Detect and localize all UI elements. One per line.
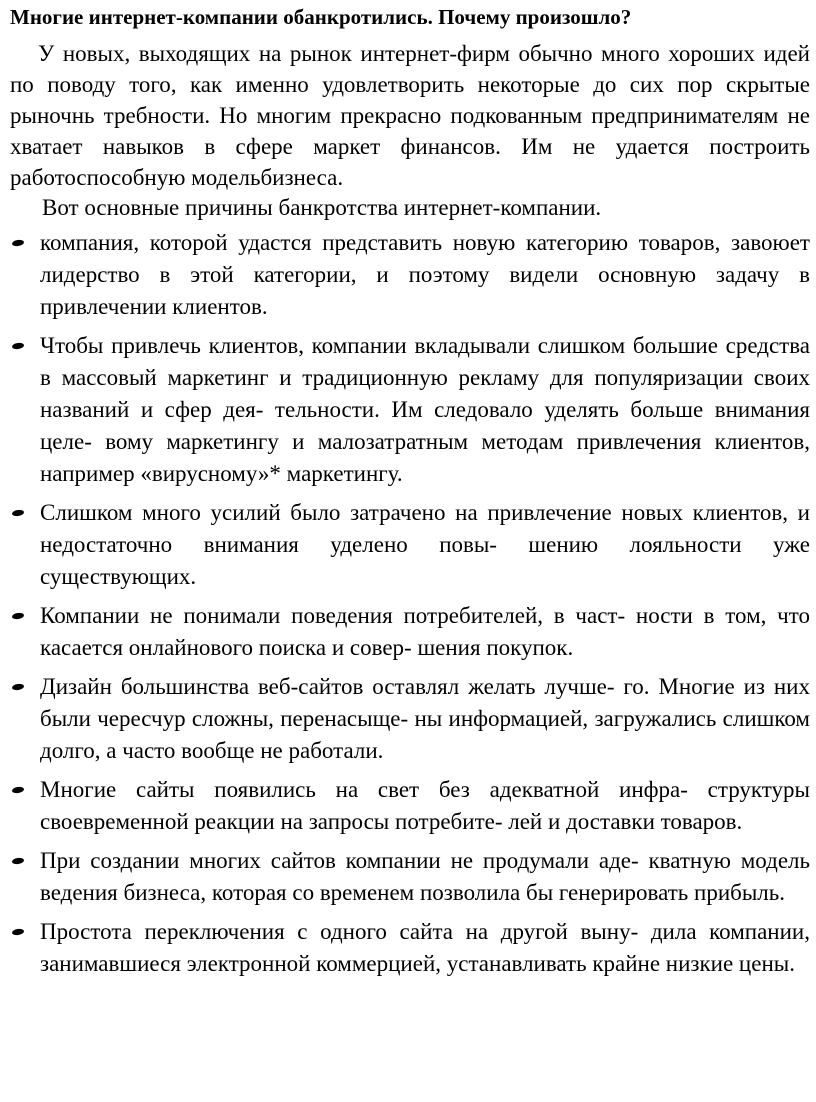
lead-sentence: Вот основные причины банкротства интернет-компании. <box>42 195 602 220</box>
list-item <box>10 671 810 767</box>
list-item-text: Простота переключения с одного сайта на другой выну- дила компании, занимавшиеся электронной коммерцией, устанавливать крайне низкие цены. <box>40 919 810 976</box>
list-item-text: Компании не понимали поведения потребителей, в част- ности в том, что касается онлайнового поиска и совер- шения покупок. <box>40 603 810 660</box>
bullet-icon <box>12 509 25 517</box>
list-item-text: Слишком много усилий было затрачено на привлечение новых клиентов, и недостаточно внимания уделено повы- шению лояльности уже существующих. <box>40 500 810 589</box>
list-item-text: компания, которой удастся представить новую категорию товаров, завоюет лидерство в этой категории, и поэтому видели основную задачу в привлечении клиентов. <box>40 230 810 319</box>
list-item <box>10 330 810 490</box>
list-item <box>10 774 810 838</box>
bullet-icon <box>12 342 25 350</box>
list-item <box>10 600 810 664</box>
reasons-list <box>10 227 810 980</box>
bullet-icon <box>12 928 25 936</box>
bullet-icon <box>12 612 25 620</box>
page-title: Многие интернет-компании обанкротились. Почему произошло? <box>10 5 632 29</box>
list-item-text: При создании многих сайтов компании не продумали аде- кватную модель ведения бизнеса, которая со временем позволила бы генерировать прибыль. <box>40 848 810 905</box>
list-item <box>10 497 810 593</box>
intro-paragraph: У новых, выходящих на рынок интернет-фирм обычно много хороших идей по поводу того, как именно удовлетворить некоторые до сих пор скрытые рыночнь требности. Но многим прекрасно подкованным предпринимателям не хватает навыков в сфере маркет финансов. Им не удается построить работоспособную модельбизнеса. <box>10 41 810 190</box>
bullet-icon <box>12 683 25 691</box>
list-item-text: Многие сайты появились на свет без адекватной инфра- структуры своевременной реакции на запросы потребите- лей и доставки товаров. <box>40 777 810 834</box>
list-item <box>10 227 810 323</box>
list-item-text: Дизайн большинства веб-сайтов оставлял желать лучше- го. Многие из них были чересчур сложны, перенасыще- ны информацией, загружались слишком долго, а часто вообще не работали. <box>40 674 810 763</box>
list-item-text: Чтобы привлечь клиентов, компании вкладывали слишком большие средства в массовый маркетинг и традиционную рекламу для популяризации своих названий и сфер дея- тельности. Им следовало уделять больше внимания целе- вому маркетингу и малозатратным методам привлечения клиентов, например «вирусному»* маркетингу. <box>40 333 810 486</box>
list-item <box>10 845 810 909</box>
bullet-icon <box>12 239 25 247</box>
bullet-icon <box>12 786 25 794</box>
list-item <box>10 916 810 980</box>
bullet-icon <box>12 857 25 865</box>
